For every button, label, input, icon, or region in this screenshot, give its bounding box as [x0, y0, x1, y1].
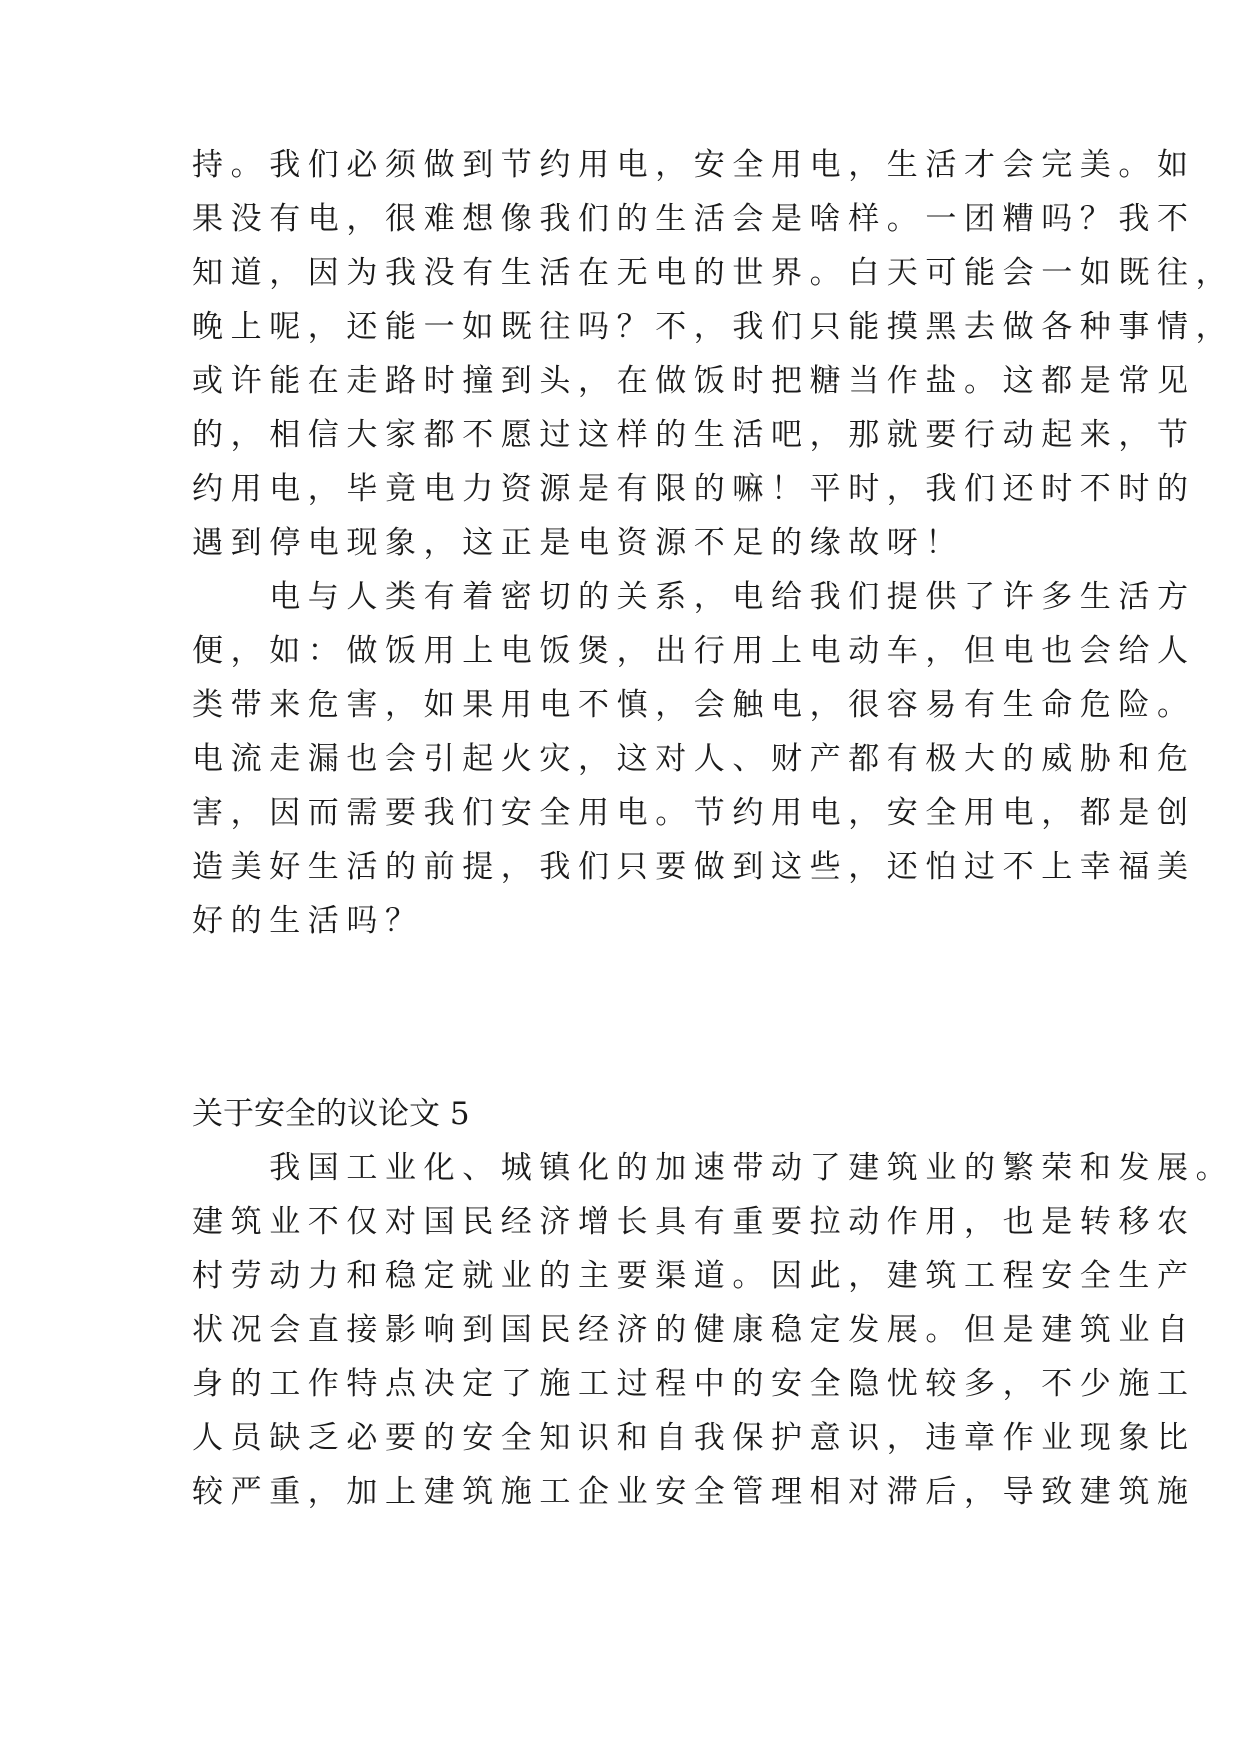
text-line: 知道，因为我没有生活在无电的世界。白天可能会一如既往，: [192, 255, 1235, 291]
text-line: 果没有电，很难想像我们的生活会是啥样。一团糟吗？我不: [192, 201, 1196, 237]
text-line: 害，因而需要我们安全用电。节约用电，安全用电，都是创: [192, 795, 1196, 831]
text-line: 约用电，毕竟电力资源是有限的嘛！平时，我们还时不时的: [192, 471, 1196, 507]
text-line: 人员缺乏必要的安全知识和自我保护意识，违章作业现象比: [192, 1420, 1196, 1456]
text-line: 好的生活吗？: [192, 903, 424, 939]
text-line: 建筑业不仅对国民经济增长具有重要拉动作用，也是转移农: [192, 1204, 1196, 1240]
text-line: 遇到停电现象，这正是电资源不足的缘故呀！: [192, 525, 964, 561]
text-line: 晚上呢，还能一如既往吗？不，我们只能摸黑去做各种事情，: [192, 309, 1235, 345]
body-text-block-1: [192, 138, 1235, 948]
text-line: 身的工作特点决定了施工过程中的安全隐忧较多，不少施工: [192, 1366, 1196, 1402]
body-text-block-2: [192, 1141, 1235, 1519]
text-line: 的，相信大家都不愿过这样的生活吧，那就要行动起来，节: [192, 417, 1196, 453]
text-line: 较严重，加上建筑施工企业安全管理相对滞后，导致建筑施: [192, 1474, 1196, 1510]
text-line: 村劳动力和稳定就业的主要渠道。因此，建筑工程安全生产: [192, 1258, 1196, 1294]
text-line: 造美好生活的前提，我们只要做到这些，还怕过不上幸福美: [192, 849, 1196, 885]
section-heading: 关于安全的议论文 5: [192, 1096, 470, 1132]
text-line: 类带来危害，如果用电不慎，会触电，很容易有生命危险。: [192, 687, 1196, 723]
text-line: 电流走漏也会引起火灾，这对人、财产都有极大的威胁和危: [192, 741, 1196, 777]
text-line: 或许能在走路时撞到头，在做饭时把糖当作盐。这都是常见: [192, 363, 1196, 399]
text-line: 便，如：做饭用上电饭煲，出行用上电动车，但电也会给人: [192, 633, 1196, 669]
text-line: 状况会直接影响到国民经济的健康稳定发展。但是建筑业自: [192, 1312, 1196, 1348]
text-line: 持。我们必须做到节约用电，安全用电，生活才会完美。如: [192, 147, 1196, 183]
text-line: 我国工业化、城镇化的加速带动了建筑业的繁荣和发展。: [192, 1150, 1235, 1186]
text-line: 电与人类有着密切的关系，电给我们提供了许多生活方: [192, 579, 1196, 615]
